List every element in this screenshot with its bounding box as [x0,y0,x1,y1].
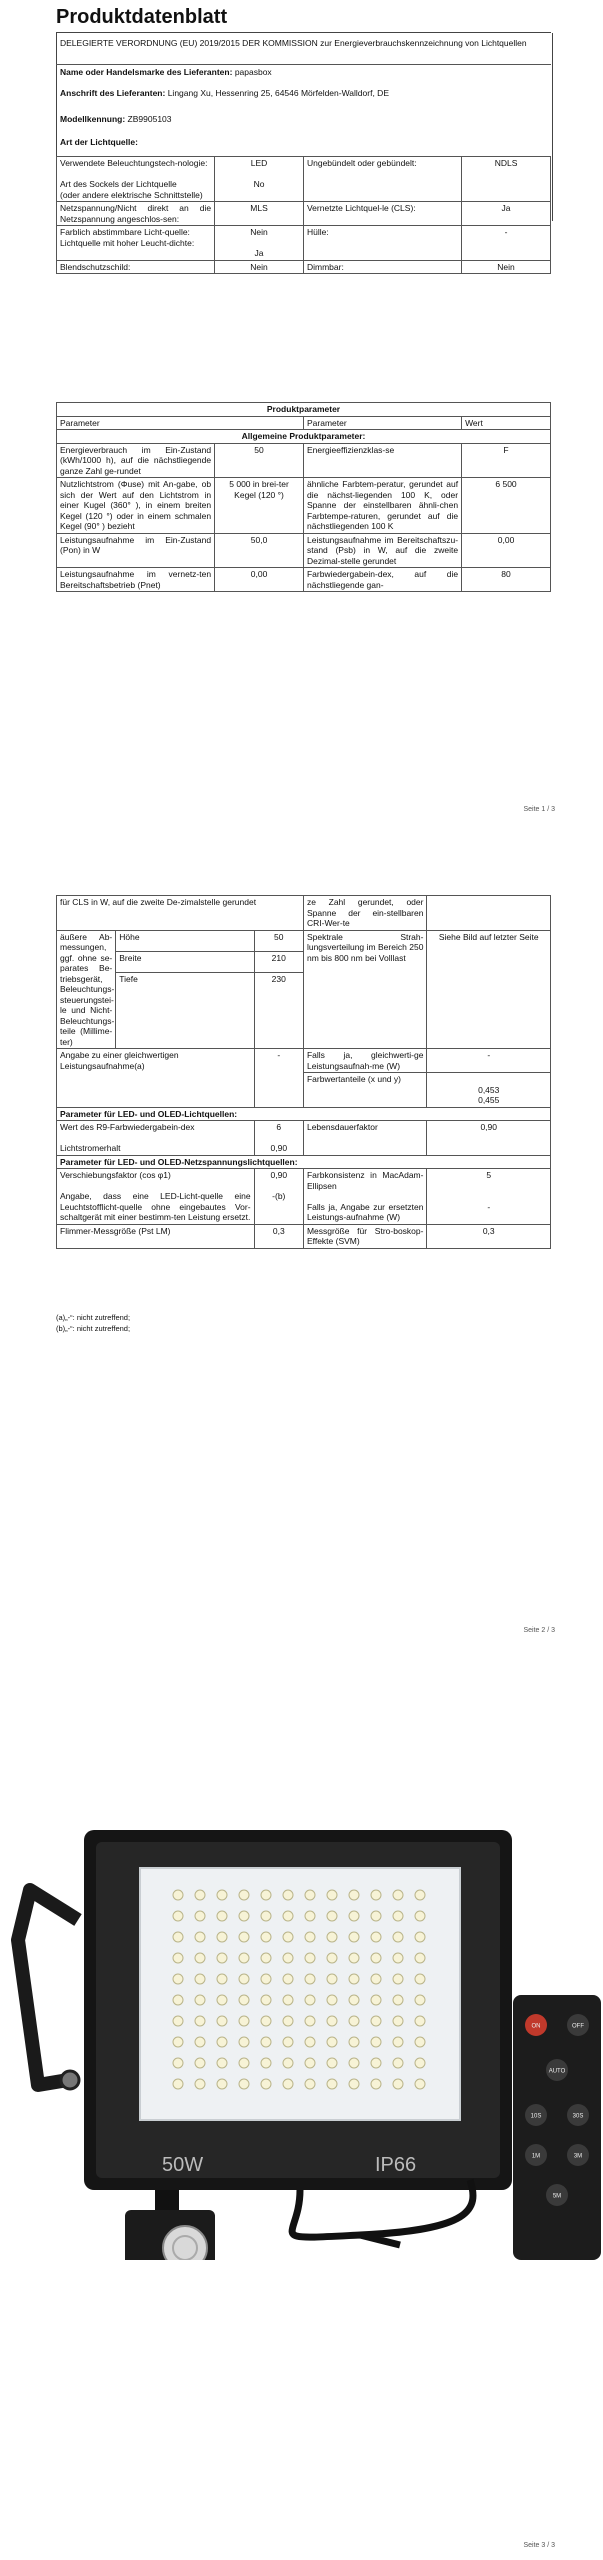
led-chip [195,1953,205,1963]
product-parameters-table [56,402,551,592]
width-label: Breite [116,951,254,972]
led-chip [415,2016,425,2026]
table-row [57,226,551,261]
led-chip [173,1974,183,1984]
led-chip [305,1974,315,1984]
led-chip [327,1890,337,1900]
led-chip [283,1953,293,1963]
led-chip [261,1890,271,1900]
led-chip [239,1911,249,1921]
supplier-address: Lingang Xu, Hessenring 25, 64546 Mörfelden-Walldorf, DE [167,88,389,98]
led-chip [173,2037,183,2047]
equiv-right-value: - [427,1049,551,1073]
table-row [57,430,551,444]
led-chip [415,1932,425,1942]
remote-button-label: 1M [531,2153,541,2160]
led-chip [327,2037,337,2047]
led-chip [371,1890,381,1900]
led-chip [261,2016,271,2026]
led-chip [371,1995,381,2005]
supplier-name-row [56,64,551,78]
eclass-value: F [462,443,551,478]
led-chip [173,2079,183,2089]
supplier-name: papasbox [234,67,272,77]
table-row [57,930,551,951]
remote-button-label: 3M [573,2153,583,2160]
equiv-value: - [254,1049,303,1108]
page-title: Produktdatenblatt [56,6,228,28]
dims-label: äußere Ab-messungen, ggf. ohne se-parates Be-triebsgerät, Beleuchtungs-steuerungstei-le und Nicht-Beleuchtungs-teile (Millime-ter) [57,930,116,1049]
unbundled-value: NDLS [462,157,551,202]
led-chip [327,2079,337,2089]
colour-tunable-label: Farblich abstimmbare Licht-quelle: Lichtquelle mit hoher Leucht-dichte: [57,226,215,261]
page-1 [0,0,603,820]
table-row [57,260,551,274]
led-chip [305,2037,315,2047]
led-chip [327,1932,337,1942]
remote-button-label: 10S [530,2113,542,2120]
empty-cell [427,896,551,931]
led-chip [173,2016,183,2026]
led-chip [327,1974,337,1984]
led-chip [393,2037,403,2047]
cosphi-value: 0,90 -(b) [254,1169,303,1225]
led-chip [261,2037,271,2047]
led-chip [217,1911,227,1921]
depth-value: 230 [254,973,303,1049]
table-row [57,443,551,478]
led-chip [173,1911,183,1921]
led-chip [415,1974,425,1984]
energy-label: Energieverbrauch im Ein-Zustand (kWh/1000 h), auf die nächstliegende ganze Zahl ge-rundet [57,443,215,478]
flux-value: 5 000 in brei-ter Kegel (120 °) [215,478,304,534]
led-chip [283,1890,293,1900]
led-chip [305,1890,315,1900]
led-chip [283,2037,293,2047]
unbundled-label: Ungebündelt oder gebündelt: [303,157,461,202]
envelope-value: - [462,226,551,261]
led-chip [261,2079,271,2089]
led-chip [239,2016,249,2026]
led-chip [283,1911,293,1921]
led-chip [239,1995,249,2005]
pir-sensor-dome [163,2226,207,2260]
psb-value: 0,00 [462,533,551,568]
led-chip [195,1932,205,1942]
product-image [0,1740,603,2260]
led-chip [393,1911,403,1921]
led-chip [349,2037,359,2047]
led-oled-header: Parameter für LED- und OLED-Lichtquellen: [57,1107,551,1121]
led-chip [217,2058,227,2068]
table-row [57,568,551,592]
led-chip [261,1911,271,1921]
spectral-value: Siehe Bild auf letzter Seite [427,930,551,1049]
mains-value: MLS [215,202,304,226]
led-chip [327,1911,337,1921]
led-chip [239,1974,249,1984]
led-chip [217,2079,227,2089]
led-chip [371,1911,381,1921]
model-id: ZB9905103 [127,114,172,124]
table-row [57,1169,551,1225]
regulation-text: DELEGIERTE VERORDNUNG (EU) 2019/2015 DER KOMMISSION zur Energieverbrauchskennzeichnung von Lichtquellen [60,38,527,48]
remote-button-label: OFF [572,2023,584,2030]
led-chip [261,1932,271,1942]
pnet-label: Leistungsaufnahme im vernetz-ten Bereitschaftsbetrieb (Pnet) [57,568,215,592]
consistency-label: Farbkonsistenz in MacAdam-Ellipsen Falls ja, Angabe zur ersetzten Leistungs-aufnahme (W) [303,1169,427,1225]
bracket-screw [61,2071,79,2089]
flicker-value: 0,3 [254,1224,303,1248]
led-chip [327,2016,337,2026]
remote-button-label: AUTO [548,2068,566,2075]
equiv-right-label: Falls ja, gleichwerti-ge Leistungsaufnah-me (W) [303,1049,427,1073]
led-chip [195,1995,205,2005]
antiglare-value: Nein [215,260,304,274]
col-param-header: Parameter [57,416,304,430]
flicker-label: Flimmer-Messgröße (Pst LM) [57,1224,255,1248]
led-chip [305,1911,315,1921]
chroma-label: Farbwertanteile (x und y) [303,1073,427,1108]
led-chip [283,1974,293,1984]
product-params-header: Produktparameter [57,403,551,417]
chroma-x: 0,453 [478,1084,500,1095]
remote-button-label: 30S [572,2113,584,2120]
led-chip [371,2037,381,2047]
mount-bracket [18,1890,78,2085]
led-chip [393,1995,403,2005]
led-chip [217,1974,227,1984]
led-chip [393,1932,403,1942]
led-chip [239,1953,249,1963]
led-chip [195,2037,205,2047]
table-row [57,1121,551,1156]
led-chip [261,1953,271,1963]
led-chip [349,1995,359,2005]
led-chip [173,1953,183,1963]
colour-tunable-value: Nein Ja [215,226,304,261]
led-chip [393,2079,403,2089]
pon-value: 50,0 [215,533,304,568]
cct-label: ähnliche Farbtem-peratur, gerundet auf die nächst-liegenden 100 K, oder Spanne der einstellbaren ähnli-chen Farbtempe-raturen, gerundet auf die nächstliegenden 100 K [303,478,461,534]
led-chip [283,2016,293,2026]
led-chip [371,1953,381,1963]
lightsource-type-row [56,133,551,148]
width-value: 210 [254,951,303,972]
cri-label: Farbwiedergabein-dex, auf die nächstliegende gan- [303,568,461,592]
led-chip [283,1995,293,2005]
eclass-label: Energieeffizienzklas-se [303,443,461,478]
led-chip [415,2079,425,2089]
supplier-address-row [56,84,551,99]
led-chip [195,1974,205,1984]
table-row [57,1107,551,1121]
led-chip [239,2058,249,2068]
led-chip [415,1995,425,2005]
led-chip [305,2058,315,2068]
page-number: Seite 2 / 3 [523,1627,555,1634]
table-row [57,1224,551,1248]
led-chip [327,1953,337,1963]
table-row [57,1049,551,1073]
led-chip [393,1953,403,1963]
led-chip [261,2058,271,2068]
page-3 [0,1640,603,2560]
led-chip [393,2058,403,2068]
led-chip [305,1932,315,1942]
led-chip [371,2079,381,2089]
led-chip [195,2016,205,2026]
ip-rating-label: IP66 [375,2154,417,2176]
led-chip [217,2037,227,2047]
cont-left: für CLS in W, auf die zweite De-zimalstelle gerundet [57,896,304,931]
led-chip [217,1995,227,2005]
cri-value: 80 [462,568,551,592]
led-chip [261,1974,271,1984]
footnote-a: (a)„-“: nicht zutreffend; [56,1313,131,1322]
led-chip [327,2058,337,2068]
remote-button-label: ON [531,2023,541,2030]
led-chip [173,1890,183,1900]
led-chip [305,1953,315,1963]
equiv-label: Angabe zu einer gleichwertigen Leistungsaufnahme(a) [57,1049,255,1108]
table-row [57,202,551,226]
table-row [57,533,551,568]
led-chip [415,2058,425,2068]
pnet-value: 0,00 [215,568,304,592]
led-chip [349,2058,359,2068]
dimmable-value: Nein [462,260,551,274]
led-chip [415,1890,425,1900]
led-chip [393,1974,403,1984]
general-params-header: Allgemeine Produktparameter: [57,430,551,444]
antiglare-label: Blendschutzschild: [57,260,215,274]
mains-label: Netzspannung/Nicht direkt an die Netzspannung angeschlos-sen: [57,202,215,226]
led-chip [349,2016,359,2026]
flux-label: Nutzlichtstrom (Φuse) mit An-gabe, ob sich der Wert auf den Lichtstrom in einer Kugel (360° ), in einem breiten Kegel (120 °) oder in einem schmalen Kegel (90° ) bezieht [57,478,215,534]
pon-label: Leistungsaufnahme im Ein-Zustand (Pon) in W [57,533,215,568]
envelope-label: Hülle: [303,226,461,261]
led-chip [349,2079,359,2089]
chroma-values [427,1073,551,1108]
led-chip [195,1890,205,1900]
col-param-header: Parameter [303,416,461,430]
led-chip [349,1932,359,1942]
led-chip [349,1953,359,1963]
dimmable-label: Dimmbar: [303,260,461,274]
wattage-label: 50W [162,2154,204,2176]
psb-label: Leistungsaufnahme im Bereitschaftszu-stand (Psb) in W, auf die zweite Dezimal-stelle gerundet [303,533,461,568]
led-chip [349,1974,359,1984]
svm-label: Messgröße für Stro-boskop-Effekte (SVM) [303,1224,427,1248]
led-chip [349,1911,359,1921]
table-row [57,478,551,534]
r9-value: 6 0,90 [254,1121,303,1156]
led-chip [305,2016,315,2026]
cosphi-label: Verschiebungsfaktor (cos φ1) Angabe, dass eine LED-Licht-quelle eine Leuchtstofflicht-quelle ohne eingebautes Vor-schaltgerät mit einer bestimm-ten Leistung ersetzt. [57,1169,255,1225]
led-chip [371,2016,381,2026]
led-chip [195,1911,205,1921]
tech-value: LED No [215,157,304,202]
led-chip [239,2037,249,2047]
cont-right: ze Zahl gerundet, oder Spanne der ein-stellbaren CRI-Wer-te [303,896,427,931]
footnotes [56,1312,130,1334]
led-chip [393,1890,403,1900]
col-value-header: Wert [462,416,551,430]
page-number: Seite 1 / 3 [523,806,555,813]
led-chip [415,1911,425,1921]
connected-value: Ja [462,202,551,226]
energy-value: 50 [215,443,304,478]
connected-label: Vernetzte Lichtquel-le (CLS): [303,202,461,226]
lightsource-type-label: Art der Lichtquelle: [60,137,138,147]
led-chip [239,1932,249,1942]
table-row [57,403,551,417]
led-chip [173,1995,183,2005]
remote-control [513,1995,601,2260]
product-parameters-continued-table [56,895,551,1249]
lightsource-type-table [56,156,551,274]
led-chip [283,2058,293,2068]
footnote-b: (b)„-“: nicht zutreffend; [56,1324,131,1333]
led-chip [283,1932,293,1942]
led-chip [239,2079,249,2089]
spectral-label: Spektrale Strah-lungsverteilung im Bereich 250 nm bis 800 nm bei Volllast [303,930,427,1049]
height-label: Höhe [116,930,254,951]
led-chip [195,2058,205,2068]
led-chip [217,1890,227,1900]
led-chip [371,1932,381,1942]
table-row [57,416,551,430]
led-chip [327,1995,337,2005]
led-chip [371,1974,381,1984]
led-chip [195,2079,205,2089]
led-chip [283,2079,293,2089]
lifetime-label: Lebensdauerfaktor [303,1121,427,1156]
table-row [57,157,551,202]
led-chip [217,2016,227,2026]
depth-label: Tiefe [116,973,254,1049]
remote-button-label: 5M [552,2193,562,2200]
table-row [57,1155,551,1169]
r9-label: Wert des R9-Farbwiedergabein-dex Lichtstromerhalt [57,1121,255,1156]
led-chip [173,2058,183,2068]
page-number: Seite 3 / 3 [523,2542,555,2549]
led-chip [173,1932,183,1942]
led-chip [349,1890,359,1900]
tech-label: Verwendete Beleuchtungstech-nologie: Art des Sockels der Lichtquelle (oder andere elektrische Schnittstelle) [57,157,215,202]
led-chip [261,1995,271,2005]
mains-params-header: Parameter für LED- und OLED-Netzspannungslichtquellen: [57,1155,551,1169]
supplier-address-label: Anschrift des Lieferanten: [60,88,166,98]
led-chip [305,2079,315,2089]
table-row [57,896,551,931]
page-2 [0,820,603,1640]
led-chip [305,1995,315,2005]
lifetime-value: 0,90 [427,1121,551,1156]
consistency-value: 5 - [427,1169,551,1225]
chroma-y: 0,455 [478,1095,500,1105]
model-label: Modellkennung: [60,114,126,124]
led-chip [217,1953,227,1963]
model-row [56,110,551,125]
led-panel [140,1868,460,2120]
height-value: 50 [254,930,303,951]
led-chip [239,1890,249,1900]
cct-value: 6 500 [462,478,551,534]
led-chip [415,1953,425,1963]
led-chip [371,2058,381,2068]
led-chip [217,1932,227,1942]
led-chip [415,2037,425,2047]
svm-value: 0,3 [427,1224,551,1248]
led-chip [393,2016,403,2026]
supplier-name-label: Name oder Handelsmarke des Lieferanten: [60,67,233,77]
